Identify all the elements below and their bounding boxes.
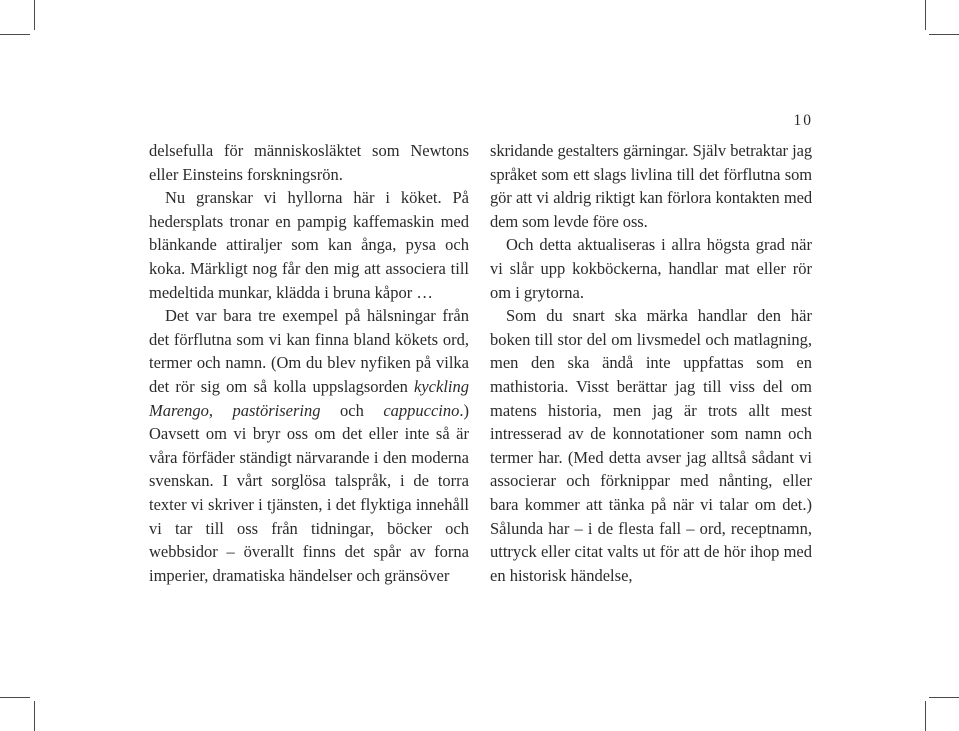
left-paragraph-1: delsefulla för människosläktet som Newtons eller Einsteins forskningsrön. <box>149 141 469 184</box>
crop-mark-top-left <box>34 0 35 30</box>
crop-mark-top-right-h <box>929 34 959 35</box>
left-paragraph-3-text-a: Det var bara tre exempel på hälsningar från det förflutna som vi kan finna bland kökets ord, termer och namn. (Om du blev nyfiken på vilka det rör sig om så kolla uppslagsorden <box>149 306 469 396</box>
right-paragraph-3: Som du snart ska märka handlar den här boken till stor del om livsmedel och matlagning, men den ska ändå inte uppfattas som en mathistoria. Visst berättar jag till viss del om matens historia, men jag är trots allt mest intresserad av de konnotationer som namn och termer har. (Med detta avser jag alltså sådant vi associerar och förknippar med nånting, eller bara kommer att tänka på när vi talar om det.) Sålunda har – i de flesta fall – ord, receptnamn, uttryck eller citat valts ut för att de hör ihop med en historisk händelse, <box>490 306 812 585</box>
left-column <box>149 139 469 587</box>
crop-mark-bottom-left-h <box>0 697 30 698</box>
crop-mark-bottom-right-h <box>929 697 959 698</box>
term-kyckling-marengo: kyckling Marengo <box>149 376 469 420</box>
term-cappuccino: cappuccino <box>383 400 460 420</box>
page-number: 10 <box>793 112 813 129</box>
crop-mark-bottom-right <box>925 701 926 731</box>
left-paragraph-3 <box>149 304 469 587</box>
right-paragraph-1: skridande gestalters gärningar. Själv betraktar jag språket som ett slags livlina till det förflutna som gör att vi aldrig riktigt kan förlora kontakten med dem som levde före oss. <box>490 141 812 231</box>
left-paragraph-3-text-c: och <box>320 400 384 420</box>
left-paragraph-2: Nu granskar vi hyllorna här i köket. På hedersplats tronar en pampig kaffemaskin med blänkande attiraljer som kan ånga, pysa och koka. Märkligt nog får den mig att associera till medeltida munkar, klädda i bruna kåpor … <box>149 188 469 302</box>
left-paragraph-3-text-b: , <box>208 400 233 420</box>
crop-mark-bottom-left <box>34 701 35 731</box>
crop-mark-top-left-h <box>0 34 30 35</box>
left-paragraph-3-text-d: .) Oavsett om vi bryr oss om det eller inte så är våra förfäder ständigt närvarande i den moderna svenskan. I vårt sorglösa talspråk, i de torra texter vi skriver i tjänsten, i det flyktiga innehåll vi tar till oss från tidningar, böcker och webbsidor – överallt finns det spår av forna imperier, dramatiska händelser och gränsöver <box>149 400 469 585</box>
right-column <box>490 139 812 587</box>
term-pastorisering: pastörisering <box>232 400 321 420</box>
crop-mark-top-right <box>925 0 926 30</box>
right-paragraph-2: Och detta aktualiseras i allra högsta grad när vi slår upp kokböckerna, handlar mat eller rör om i grytorna. <box>490 235 812 302</box>
